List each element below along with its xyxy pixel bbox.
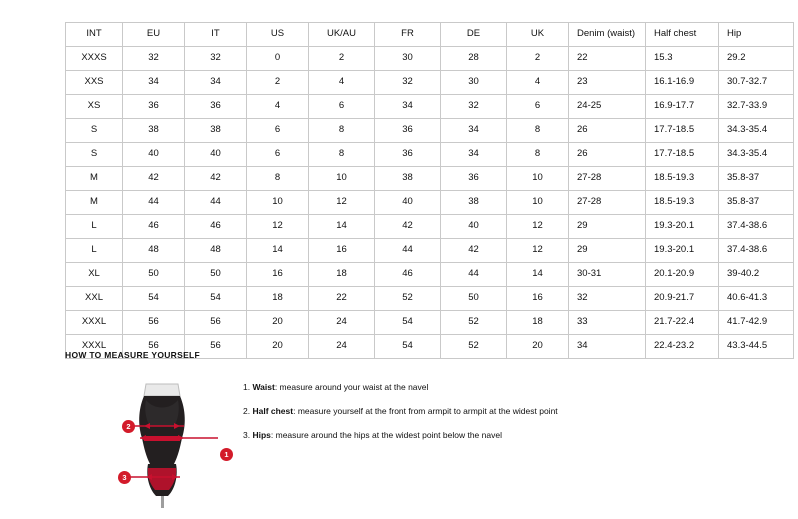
note-term-half-chest: Half chest — [252, 406, 294, 417]
cell-uk-au: 8 — [309, 143, 375, 167]
cell-half-chest: 15.3 — [646, 47, 719, 71]
cell-eu: 38 — [123, 119, 185, 143]
cell-uk-au: 18 — [309, 263, 375, 287]
column-header-de: DE — [441, 23, 507, 47]
cell-int: XL — [66, 263, 123, 287]
cell-hip: 37.4-38.6 — [719, 239, 794, 263]
cell-hip: 35.8-37 — [719, 191, 794, 215]
column-header-denim-waist: Denim (waist) — [569, 23, 646, 47]
cell-it: 56 — [185, 335, 247, 359]
cell-de: 42 — [441, 239, 507, 263]
table-row — [66, 263, 794, 287]
table-row — [66, 191, 794, 215]
cell-it: 44 — [185, 191, 247, 215]
table-row — [66, 143, 794, 167]
cell-denim-waist: 33 — [569, 311, 646, 335]
cell-denim-waist: 32 — [569, 287, 646, 311]
note-term-hips: Hips — [252, 430, 271, 441]
column-header-uk: UK — [507, 23, 569, 47]
cell-eu: 42 — [123, 167, 185, 191]
cell-uk: 8 — [507, 119, 569, 143]
cell-denim-waist: 29 — [569, 215, 646, 239]
cell-it: 54 — [185, 287, 247, 311]
measurement-figure — [100, 376, 230, 511]
column-header-us: US — [247, 23, 309, 47]
cell-de: 50 — [441, 287, 507, 311]
cell-uk: 10 — [507, 167, 569, 191]
table-row — [66, 167, 794, 191]
measurement-notes — [243, 382, 763, 454]
cell-denim-waist: 29 — [569, 239, 646, 263]
table-row — [66, 119, 794, 143]
cell-hip: 34.3-35.4 — [719, 119, 794, 143]
cell-eu: 56 — [123, 335, 185, 359]
cell-fr: 52 — [375, 287, 441, 311]
cell-fr: 46 — [375, 263, 441, 287]
cell-fr: 42 — [375, 215, 441, 239]
cell-uk-au: 22 — [309, 287, 375, 311]
cell-us: 16 — [247, 263, 309, 287]
cell-us: 4 — [247, 95, 309, 119]
cell-fr: 32 — [375, 71, 441, 95]
table-row — [66, 71, 794, 95]
cell-uk: 16 — [507, 287, 569, 311]
cell-hip: 40.6-41.3 — [719, 287, 794, 311]
cell-half-chest: 17.7-18.5 — [646, 119, 719, 143]
cell-uk: 12 — [507, 239, 569, 263]
how-to-measure-section — [65, 350, 765, 482]
cell-half-chest: 17.7-18.5 — [646, 143, 719, 167]
cell-denim-waist: 26 — [569, 119, 646, 143]
measurement-note-waist — [243, 382, 763, 393]
cell-it: 56 — [185, 311, 247, 335]
cell-int: S — [66, 143, 123, 167]
cell-hip: 32.7-33.9 — [719, 95, 794, 119]
table-header-row — [66, 23, 794, 47]
cell-hip: 43.3-44.5 — [719, 335, 794, 359]
cell-int: S — [66, 119, 123, 143]
column-header-it: IT — [185, 23, 247, 47]
cell-de: 30 — [441, 71, 507, 95]
cell-half-chest: 16.1-16.9 — [646, 71, 719, 95]
cell-uk-au: 2 — [309, 47, 375, 71]
cell-uk: 2 — [507, 47, 569, 71]
cell-it: 34 — [185, 71, 247, 95]
cell-uk-au: 16 — [309, 239, 375, 263]
cell-it: 36 — [185, 95, 247, 119]
cell-denim-waist: 26 — [569, 143, 646, 167]
cell-denim-waist: 30-31 — [569, 263, 646, 287]
cell-eu: 56 — [123, 311, 185, 335]
cell-de: 44 — [441, 263, 507, 287]
cell-uk-au: 14 — [309, 215, 375, 239]
cell-half-chest: 20.9-21.7 — [646, 287, 719, 311]
cell-us: 0 — [247, 47, 309, 71]
cell-int: M — [66, 167, 123, 191]
cell-eu: 44 — [123, 191, 185, 215]
cell-us: 6 — [247, 119, 309, 143]
cell-us: 6 — [247, 143, 309, 167]
note-index-3: 3. — [243, 430, 251, 441]
cell-int: L — [66, 215, 123, 239]
cell-it: 38 — [185, 119, 247, 143]
cell-uk: 20 — [507, 335, 569, 359]
cell-half-chest: 19.3-20.1 — [646, 215, 719, 239]
cell-de: 52 — [441, 335, 507, 359]
note-term-waist: Waist — [252, 382, 275, 392]
size-chart-container — [65, 22, 768, 359]
cell-it: 42 — [185, 167, 247, 191]
cell-it: 40 — [185, 143, 247, 167]
cell-us: 14 — [247, 239, 309, 263]
cell-uk-au: 12 — [309, 191, 375, 215]
cell-it: 32 — [185, 47, 247, 71]
table-row — [66, 287, 794, 311]
table-row — [66, 215, 794, 239]
cell-eu: 40 — [123, 143, 185, 167]
note-text-hips: : measure around the hips at the widest point below the navel — [270, 430, 502, 441]
cell-us: 2 — [247, 71, 309, 95]
cell-us: 8 — [247, 167, 309, 191]
cell-de: 34 — [441, 143, 507, 167]
column-header-fr: FR — [375, 23, 441, 47]
cell-denim-waist: 23 — [569, 71, 646, 95]
cell-denim-waist: 27-28 — [569, 191, 646, 215]
cell-int: XXXL — [66, 335, 123, 359]
column-header-eu: EU — [123, 23, 185, 47]
cell-uk-au: 10 — [309, 167, 375, 191]
cell-int: XXXL — [66, 311, 123, 335]
cell-uk: 18 — [507, 311, 569, 335]
cell-uk-au: 4 — [309, 71, 375, 95]
cell-hip: 39-40.2 — [719, 263, 794, 287]
cell-de: 34 — [441, 119, 507, 143]
cell-us: 12 — [247, 215, 309, 239]
cell-uk-au: 24 — [309, 335, 375, 359]
cell-uk: 10 — [507, 191, 569, 215]
cell-it: 48 — [185, 239, 247, 263]
cell-eu: 32 — [123, 47, 185, 71]
cell-uk: 4 — [507, 71, 569, 95]
cell-int: XS — [66, 95, 123, 119]
cell-eu: 36 — [123, 95, 185, 119]
cell-fr: 54 — [375, 311, 441, 335]
cell-denim-waist: 22 — [569, 47, 646, 71]
measure-badge-3: 3 — [118, 471, 131, 484]
cell-us: 20 — [247, 335, 309, 359]
cell-fr: 36 — [375, 119, 441, 143]
cell-half-chest: 18.5-19.3 — [646, 167, 719, 191]
cell-de: 38 — [441, 191, 507, 215]
size-chart-table — [65, 22, 794, 359]
cell-uk: 12 — [507, 215, 569, 239]
cell-fr: 44 — [375, 239, 441, 263]
cell-fr: 38 — [375, 167, 441, 191]
cell-denim-waist: 24-25 — [569, 95, 646, 119]
measurement-note-half-chest — [243, 406, 763, 417]
cell-fr: 36 — [375, 143, 441, 167]
mannequin-illustration — [100, 376, 230, 511]
cell-hip: 30.7-32.7 — [719, 71, 794, 95]
column-header-half-chest: Half chest — [646, 23, 719, 47]
cell-uk-au: 24 — [309, 311, 375, 335]
cell-hip: 37.4-38.6 — [719, 215, 794, 239]
cell-us: 10 — [247, 191, 309, 215]
cell-fr: 40 — [375, 191, 441, 215]
cell-us: 18 — [247, 287, 309, 311]
cell-de: 52 — [441, 311, 507, 335]
how-to-measure-title: HOW TO MEASURE YOURSELF — [65, 350, 201, 360]
cell-uk-au: 8 — [309, 119, 375, 143]
measure-badge-2: 2 — [122, 420, 135, 433]
cell-eu: 54 — [123, 287, 185, 311]
cell-int: XXS — [66, 71, 123, 95]
cell-de: 40 — [441, 215, 507, 239]
cell-hip: 41.7-42.9 — [719, 311, 794, 335]
measurement-note-hips — [243, 430, 763, 441]
cell-us: 20 — [247, 311, 309, 335]
cell-int: XXL — [66, 287, 123, 311]
cell-uk: 14 — [507, 263, 569, 287]
cell-hip: 29.2 — [719, 47, 794, 71]
note-index-1: 1. — [243, 382, 251, 392]
column-header-hip: Hip — [719, 23, 794, 47]
cell-half-chest: 21.7-22.4 — [646, 311, 719, 335]
cell-denim-waist: 34 — [569, 335, 646, 359]
cell-half-chest: 16.9-17.7 — [646, 95, 719, 119]
cell-uk-au: 6 — [309, 95, 375, 119]
note-index-2: 2. — [243, 406, 251, 417]
cell-eu: 50 — [123, 263, 185, 287]
cell-it: 50 — [185, 263, 247, 287]
cell-eu: 46 — [123, 215, 185, 239]
cell-half-chest: 19.3-20.1 — [646, 239, 719, 263]
cell-de: 28 — [441, 47, 507, 71]
cell-hip: 34.3-35.4 — [719, 143, 794, 167]
column-header-int: INT — [66, 23, 123, 47]
cell-int: L — [66, 239, 123, 263]
cell-it: 46 — [185, 215, 247, 239]
cell-de: 32 — [441, 95, 507, 119]
note-text-waist: : measure around your waist at the navel — [274, 382, 429, 392]
column-header-uk-au: UK/AU — [309, 23, 375, 47]
table-row — [66, 47, 794, 71]
cell-de: 36 — [441, 167, 507, 191]
cell-int: XXXS — [66, 47, 123, 71]
cell-hip: 35.8-37 — [719, 167, 794, 191]
cell-uk: 8 — [507, 143, 569, 167]
cell-half-chest: 20.1-20.9 — [646, 263, 719, 287]
table-row — [66, 95, 794, 119]
table-row — [66, 311, 794, 335]
measure-badge-1: 1 — [220, 448, 233, 461]
table-row — [66, 239, 794, 263]
cell-fr: 30 — [375, 47, 441, 71]
cell-uk: 6 — [507, 95, 569, 119]
cell-eu: 34 — [123, 71, 185, 95]
note-text-half-chest: : measure yourself at the front from armpit to armpit at the widest point — [293, 406, 558, 417]
cell-fr: 34 — [375, 95, 441, 119]
cell-half-chest: 18.5-19.3 — [646, 191, 719, 215]
cell-fr: 54 — [375, 335, 441, 359]
cell-denim-waist: 27-28 — [569, 167, 646, 191]
cell-int: M — [66, 191, 123, 215]
cell-eu: 48 — [123, 239, 185, 263]
cell-half-chest: 22.4-23.2 — [646, 335, 719, 359]
